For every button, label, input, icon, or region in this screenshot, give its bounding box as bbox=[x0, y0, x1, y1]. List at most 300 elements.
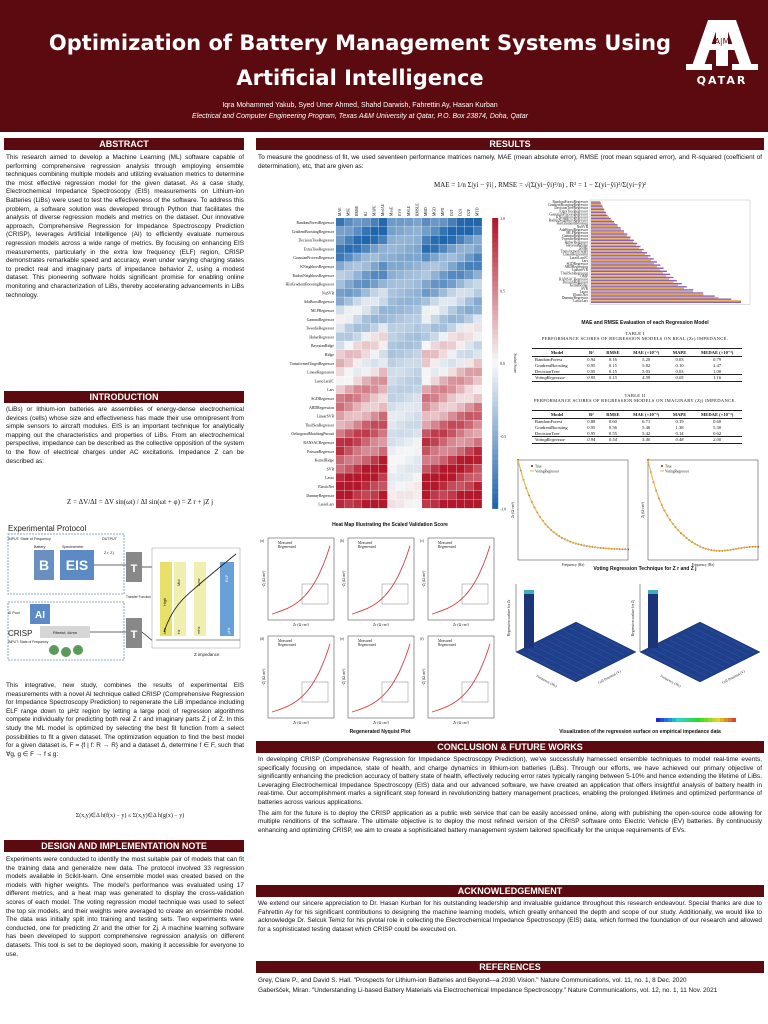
heatmap-cell bbox=[431, 456, 439, 465]
heatmap-cell bbox=[370, 500, 378, 509]
heatmap-cell bbox=[405, 341, 413, 350]
impedance-formula-lhs: Z = ΔV/ΔI = bbox=[66, 498, 103, 506]
heatmap-cell bbox=[456, 500, 464, 509]
heatmap-cell bbox=[448, 262, 456, 271]
band-high-label: High bbox=[162, 597, 167, 606]
bar-rmse bbox=[591, 258, 654, 259]
surface-spike-top bbox=[524, 590, 534, 594]
bar-mae bbox=[591, 235, 627, 236]
heatmap-cell bbox=[396, 271, 404, 280]
bar-model-label: PoissonRegressor bbox=[562, 280, 588, 285]
bar-mae bbox=[591, 204, 602, 205]
heatmap-cell bbox=[345, 420, 353, 429]
heatmap-metric-label: D2P bbox=[467, 209, 471, 216]
heatmap-model-label: LinearSVR bbox=[316, 414, 334, 419]
regression-surface-plot bbox=[508, 576, 764, 732]
heatmap-cell bbox=[422, 385, 430, 394]
heatmap-cell bbox=[431, 288, 439, 297]
colorbar-tick-label: 1.0 bbox=[500, 217, 505, 221]
heatmap-cell bbox=[456, 482, 464, 491]
heatmap-cell bbox=[465, 324, 473, 333]
band-mid-label: Mid bbox=[176, 579, 181, 586]
heatmap-cell bbox=[465, 385, 473, 394]
heatmap-cell bbox=[379, 306, 387, 315]
table-cell: 0.14 bbox=[675, 430, 684, 436]
heatmap-cell bbox=[388, 306, 396, 315]
heatmap-cell bbox=[353, 447, 361, 456]
heatmap-cell bbox=[439, 236, 447, 245]
heatmap-cell bbox=[474, 297, 482, 306]
heatmap-model-label: RadiusNeighborsRegressor bbox=[292, 273, 334, 278]
bar-rmse bbox=[591, 302, 741, 303]
heatmap-cell bbox=[456, 227, 464, 236]
heatmap-cell bbox=[439, 438, 447, 447]
heatmap-cell bbox=[405, 315, 413, 324]
heatmap-cell bbox=[353, 359, 361, 368]
colorbar-segment bbox=[492, 441, 498, 446]
heatmap-cell bbox=[448, 447, 456, 456]
heatmap-cell bbox=[345, 218, 353, 227]
heatmap-cell bbox=[422, 491, 430, 500]
heatmap-cell bbox=[362, 253, 370, 262]
ai-label: AI bbox=[35, 610, 45, 621]
table2-caption bbox=[520, 393, 750, 403]
heatmap-cell bbox=[362, 464, 370, 473]
heatmap-cell bbox=[388, 473, 396, 482]
heatmap-cell bbox=[362, 429, 370, 438]
heatmap-cell bbox=[353, 297, 361, 306]
heatmap-cell bbox=[362, 491, 370, 500]
colorbar-segment bbox=[492, 334, 498, 339]
colorbar-segment bbox=[492, 295, 498, 300]
heatmap-cell bbox=[379, 350, 387, 359]
table-header-cell: RMSE bbox=[600, 411, 625, 419]
bar-rmse bbox=[591, 295, 715, 296]
conclusion-paragraph-2: The aim for the future is to deploy the CRISP application as a public web service that can be easily accessed online, along with publishing the open-source code allowing for multiple renditions of the software. The ultimate objective is to deploy the most refined version of the CRISP software onto Electric Vehicle (EV) batteries. By continuously enhancing and optimizing CRISP, we aim to create a sophisticated battery management system tailored specifically for the unique requirements of EVs. bbox=[258, 809, 762, 834]
heatmap-cell bbox=[465, 332, 473, 341]
heatmap-cell bbox=[431, 438, 439, 447]
bar-mae bbox=[591, 217, 609, 218]
regressor-label: Rfwrist, kkmn bbox=[53, 630, 77, 635]
table-header-cell: MEDAE (×10⁻²) bbox=[692, 349, 742, 357]
heatmap-cell bbox=[413, 218, 421, 227]
colorbar-segment bbox=[492, 455, 498, 460]
heatmap-metric-label: D2A bbox=[458, 208, 463, 216]
heatmap-cell bbox=[362, 315, 370, 324]
table-cell: 0.94 bbox=[582, 436, 600, 443]
freq-hz-label: Hz bbox=[177, 629, 181, 634]
poster-header bbox=[0, 0, 768, 132]
bar-model-label: GradientBoostingRegressor bbox=[548, 203, 588, 208]
heatmap-cell bbox=[431, 359, 439, 368]
heatmap-cell bbox=[448, 500, 456, 509]
heatmap-cell bbox=[465, 359, 473, 368]
heatmap-cell bbox=[336, 464, 344, 473]
nyquist-xlabel: Zr (Ω cm²) bbox=[453, 721, 469, 725]
bar-model-label: NuSVR bbox=[576, 224, 588, 229]
heatmap-cell bbox=[379, 456, 387, 465]
colorbar-segment bbox=[492, 242, 498, 247]
voting-caption: Voting Regression Technique for Z r and Z j bbox=[593, 566, 697, 572]
heatmap-model-label: HuberRegressor bbox=[309, 335, 334, 340]
heatmap-cell bbox=[431, 385, 439, 394]
heatmap-cell bbox=[345, 438, 353, 447]
surface-colorbar-segment bbox=[724, 718, 728, 722]
heatmap-cell bbox=[405, 438, 413, 447]
heatmap-model-label: RANSACRegressor bbox=[303, 441, 334, 445]
nyquist-panel-label: (f) bbox=[420, 637, 424, 641]
heatmap-cell bbox=[353, 288, 361, 297]
band-low-label: Low bbox=[196, 578, 201, 586]
legend-true-label: True bbox=[535, 464, 542, 469]
colorbar-segment bbox=[492, 431, 498, 436]
heatmap-cell bbox=[456, 280, 464, 289]
surface-colorbar-segment bbox=[684, 718, 688, 722]
heatmap-cell bbox=[465, 500, 473, 509]
table-cell: 0.88 bbox=[587, 419, 596, 425]
bar-mae bbox=[591, 254, 645, 255]
heatmap-cell bbox=[413, 429, 421, 438]
heatmap-cell bbox=[431, 350, 439, 359]
heatmap-cell bbox=[353, 271, 361, 280]
heatmap-cell bbox=[413, 315, 421, 324]
battery-label: Battery bbox=[34, 545, 46, 549]
nyquist-legend-measured: Measured bbox=[278, 541, 293, 545]
bar-rmse bbox=[591, 227, 621, 228]
spectrometer-label: Spectrometer bbox=[62, 545, 84, 549]
heatmap-cell bbox=[465, 482, 473, 491]
table-cell: RandomForest bbox=[535, 419, 563, 425]
heatmap-cell bbox=[431, 262, 439, 271]
colorbar-segment bbox=[492, 445, 498, 450]
heatmap-model-label: LinearRegression bbox=[307, 370, 334, 375]
heatmap-cell bbox=[345, 288, 353, 297]
colorbar-segment bbox=[492, 300, 498, 305]
colorbar-tick-label: 0.5 bbox=[500, 289, 505, 294]
heatmap-cell bbox=[388, 438, 396, 447]
heatmap-cell bbox=[336, 218, 344, 227]
heatmap-cell bbox=[370, 376, 378, 385]
heatmap-cell bbox=[362, 332, 370, 341]
nyquist-panel-frame bbox=[428, 538, 494, 620]
table-cell: GradientBoosting bbox=[535, 425, 568, 431]
heatmap-cell bbox=[422, 456, 430, 465]
results-intro: To measure the goodness of fit, we used seventeen performance matrices namely, MAE (mean absolute error), RMSE (root mean squared error), and R-squared (coefficient of determination), etc, that are given as: bbox=[258, 154, 762, 170]
heatmap-metric-label: MAE bbox=[338, 207, 342, 216]
heatmap-cell bbox=[413, 385, 421, 394]
heatmap-cell bbox=[345, 368, 353, 377]
bar-mae bbox=[591, 291, 693, 292]
heatmap-cell bbox=[370, 288, 378, 297]
crisp-input-label: INPUT: State of Frequency bbox=[8, 640, 49, 644]
heatmap-cell bbox=[439, 253, 447, 262]
colorbar-segment bbox=[492, 339, 498, 344]
bar-mae bbox=[591, 266, 657, 267]
heatmap-cell bbox=[448, 271, 456, 280]
heatmap-cell bbox=[336, 315, 344, 324]
heatmap-cell bbox=[388, 341, 396, 350]
heatmap-cell bbox=[336, 368, 344, 377]
heatmap-cell bbox=[439, 473, 447, 482]
heatmap-cell bbox=[448, 350, 456, 359]
bar-mae bbox=[591, 213, 606, 214]
heatmap-cell bbox=[362, 297, 370, 306]
heatmap-cell bbox=[336, 359, 344, 368]
heatmap-cell bbox=[336, 262, 344, 271]
heatmap-cell bbox=[353, 262, 361, 271]
heatmap-cell bbox=[388, 464, 396, 473]
heatmap-cell bbox=[345, 297, 353, 306]
bar-model-label: HistGradientBoosting bbox=[556, 221, 588, 226]
heatmap-cell bbox=[396, 429, 404, 438]
heatmap-cell bbox=[405, 236, 413, 245]
heatmap-cell bbox=[474, 236, 482, 245]
heatmap-caption: Heat Map Illustrating the Scaled Validation Score bbox=[332, 522, 448, 528]
heatmap-cell bbox=[474, 420, 482, 429]
colorbar-segment bbox=[492, 233, 498, 238]
heatmap-cell bbox=[396, 491, 404, 500]
surface-colorbar-segment bbox=[704, 718, 708, 722]
legend-true-marker bbox=[661, 465, 663, 467]
heatmap-metric-label: MPD bbox=[441, 207, 446, 216]
heatmap-cell bbox=[448, 394, 456, 403]
heatmap-cell bbox=[345, 244, 353, 253]
heatmap-cell bbox=[456, 306, 464, 315]
heatmap-cell bbox=[336, 341, 344, 350]
bar-model-label: KernelRidge bbox=[569, 283, 588, 288]
heatmap-cell bbox=[413, 403, 421, 412]
heatmap-cell bbox=[379, 412, 387, 421]
heatmap-cell bbox=[336, 306, 344, 315]
heatmap-cell bbox=[413, 280, 421, 289]
colorbar-segment bbox=[492, 286, 498, 291]
heatmap-cell bbox=[413, 359, 421, 368]
heatmap-cell bbox=[336, 473, 344, 482]
bar-mae bbox=[591, 275, 666, 276]
heatmap-model-label: ARDRegression bbox=[309, 405, 334, 410]
heatmap-metric-label: MBD bbox=[424, 207, 428, 216]
table2-number: TABLE II bbox=[624, 393, 646, 398]
bar-rmse bbox=[591, 209, 604, 210]
conclusion-heading: CONCLUSION & FUTURE WORKS bbox=[256, 741, 764, 753]
voting-xlabel: Frequency (Hz) bbox=[561, 563, 585, 567]
bar-model-label: TheilSenRegressor bbox=[560, 271, 588, 276]
protocol-title: Experimental Protocol bbox=[8, 524, 87, 533]
heatmap-model-label: TransformedTargetRegressor bbox=[289, 361, 334, 366]
legend-voting-label: VotingRegressor bbox=[665, 469, 689, 474]
nyquist-caption: Regenerated Nyquist Plot bbox=[349, 729, 411, 735]
heatmap-cell bbox=[422, 306, 430, 315]
heatmap-cell bbox=[448, 482, 456, 491]
heatmap-cell bbox=[465, 394, 473, 403]
surface-colorbar-segment bbox=[692, 718, 696, 722]
heatmap-cell bbox=[345, 403, 353, 412]
heatmap-cell bbox=[370, 429, 378, 438]
heatmap-cell bbox=[388, 253, 396, 262]
heatmap-metric-label: MaxE bbox=[389, 206, 394, 216]
colorbar-segment bbox=[492, 489, 498, 494]
heatmap-cell bbox=[439, 394, 447, 403]
heatmap-metric-label: D2T bbox=[449, 209, 454, 216]
bar-rmse bbox=[591, 215, 608, 216]
heatmap-cell bbox=[439, 341, 447, 350]
heatmap-cell bbox=[396, 368, 404, 377]
bar-model-label: LinearRegression bbox=[562, 252, 588, 257]
heatmap-cell bbox=[405, 218, 413, 227]
heatmap-cell bbox=[370, 403, 378, 412]
table-cell: 0.95 bbox=[587, 363, 596, 369]
colorbar-segment bbox=[492, 373, 498, 378]
heatmap-cell bbox=[439, 447, 447, 456]
heatmap-cell bbox=[422, 315, 430, 324]
legend-true-marker bbox=[531, 465, 533, 467]
heatmap-cell bbox=[362, 438, 370, 447]
heatmap-cell bbox=[396, 236, 404, 245]
bar-mae bbox=[591, 201, 600, 202]
bar-rmse bbox=[591, 221, 614, 222]
nyquist-legend-regenerated: Regenerated bbox=[358, 545, 376, 549]
table-header-cell: RMSE bbox=[600, 349, 625, 357]
heatmap-metric-label: MSE bbox=[346, 208, 351, 216]
table-cell: 0.56 bbox=[608, 425, 617, 431]
bar-mae bbox=[591, 251, 642, 252]
table-cell: 0.55 bbox=[608, 430, 617, 436]
heatmap-cell bbox=[379, 236, 387, 245]
heatmap-cell bbox=[379, 341, 387, 350]
heatmap-cell bbox=[456, 394, 464, 403]
heatmap-cell bbox=[422, 297, 430, 306]
heatmap-cell bbox=[422, 403, 430, 412]
heatmap-cell bbox=[405, 491, 413, 500]
heatmap-cell bbox=[413, 306, 421, 315]
heatmap-cell bbox=[388, 280, 396, 289]
heatmap-cell bbox=[456, 491, 464, 500]
heatmap-cell bbox=[362, 350, 370, 359]
heatmap-cell bbox=[370, 280, 378, 289]
heatmap-cell bbox=[379, 482, 387, 491]
bar-model-label: KNeighborsRegressor bbox=[556, 215, 588, 220]
heatmap-metric-label: RMSLE bbox=[415, 203, 420, 216]
table-cell: 0.03 bbox=[675, 368, 684, 374]
colorbar-label: Scaled Score bbox=[513, 353, 518, 374]
heatmap-model-label: RandomForestRegressor bbox=[296, 221, 334, 225]
colorbar-tick-label: -1.0 bbox=[500, 507, 507, 512]
heatmap-cell bbox=[422, 253, 430, 262]
colorbar-segment bbox=[492, 223, 498, 228]
surface-colorbar-segment bbox=[664, 718, 668, 722]
heatmap-cell bbox=[336, 429, 344, 438]
heatmap-cell bbox=[362, 341, 370, 350]
heatmap-cell bbox=[405, 376, 413, 385]
heatmap-cell bbox=[353, 306, 361, 315]
heatmap-model-label: BayesianRidge bbox=[311, 344, 334, 349]
nyquist-legend-measured: Measured bbox=[438, 639, 453, 643]
heatmap-cell bbox=[431, 271, 439, 280]
heatmap-cell bbox=[405, 350, 413, 359]
heatmap-cell bbox=[336, 332, 344, 341]
table-header-cell: MAPE bbox=[667, 349, 692, 357]
colorbar-segment bbox=[492, 460, 498, 465]
heatmap-cell bbox=[474, 244, 482, 253]
heatmap-cell bbox=[362, 227, 370, 236]
heatmap-model-label: Lars bbox=[327, 388, 334, 393]
heatmap-cell bbox=[448, 464, 456, 473]
heatmap-cell bbox=[465, 315, 473, 324]
heatmap-cell bbox=[405, 280, 413, 289]
heatmap-cell bbox=[413, 288, 421, 297]
colorbar-segment bbox=[492, 383, 498, 388]
poster-title bbox=[40, 26, 680, 96]
heatmap-cell bbox=[396, 332, 404, 341]
bar-mae bbox=[591, 263, 654, 264]
heatmap-cell bbox=[465, 412, 473, 421]
heatmap-cell bbox=[431, 236, 439, 245]
colorbar-segment bbox=[492, 412, 498, 417]
heatmap-cell bbox=[345, 394, 353, 403]
table-cell: 2.47 bbox=[713, 363, 722, 369]
colorbar-segment bbox=[492, 436, 498, 441]
heatmap-cell bbox=[353, 376, 361, 385]
heatmap-cell bbox=[465, 464, 473, 473]
heatmap-cell bbox=[439, 359, 447, 368]
heatmap-cell bbox=[362, 280, 370, 289]
bar-mae bbox=[591, 297, 719, 298]
heatmap-cell bbox=[413, 297, 421, 306]
heatmap-cell bbox=[405, 306, 413, 315]
heatmap-cell bbox=[465, 368, 473, 377]
transfer-function-label: Transfer Function bbox=[126, 595, 151, 599]
nyquist-xlabel: Zr (Ω cm²) bbox=[293, 623, 309, 627]
heatmap-cell bbox=[362, 376, 370, 385]
heatmap-cell bbox=[439, 332, 447, 341]
title-line-2: Artificial Intelligence bbox=[236, 66, 484, 90]
table-header-cell: MAE (×10⁻²) bbox=[625, 411, 666, 419]
heatmap-cell bbox=[456, 244, 464, 253]
heatmap-cell bbox=[370, 385, 378, 394]
heatmap-cell bbox=[396, 359, 404, 368]
heatmap-cell bbox=[431, 376, 439, 385]
reference-item: Gaberšček, Miran. "Understanding Li-based Battery Materials via Electrochemical Impedance Spectroscopy." Nature Communications, vol. 12, no. 1, 11 Nov. 2021 bbox=[258, 986, 718, 994]
heatmap-cell bbox=[474, 491, 482, 500]
table-cell: 0.60 bbox=[608, 419, 617, 425]
heatmap-cell bbox=[422, 500, 430, 509]
heatmap-cell bbox=[336, 500, 344, 509]
table2 bbox=[532, 410, 742, 444]
heatmap-model-label: GradientBoostingRegressor bbox=[291, 229, 334, 234]
bar-model-label: SGDRegressor bbox=[566, 262, 588, 266]
heatmap-cell bbox=[345, 473, 353, 482]
heatmap-cell bbox=[474, 332, 482, 341]
heatmap-cell bbox=[353, 412, 361, 421]
heatmap-cell bbox=[439, 306, 447, 315]
heatmap-cell bbox=[396, 306, 404, 315]
heatmap-cell bbox=[370, 332, 378, 341]
nyquist-ylabel: -Zj (Ω cm²) bbox=[342, 668, 346, 686]
heatmap-cell bbox=[396, 280, 404, 289]
heatmap-cell bbox=[465, 227, 473, 236]
heatmap-cell bbox=[336, 394, 344, 403]
abstract-heading: ABSTRACT bbox=[4, 138, 244, 150]
table-cell: VotingRegressor bbox=[532, 374, 582, 381]
heatmap-cell bbox=[379, 438, 387, 447]
heatmap-cell bbox=[379, 332, 387, 341]
heatmap-cell bbox=[474, 324, 482, 333]
heatmap-model-label: HistGradientBoostingRegressor bbox=[285, 282, 334, 287]
heatmap-cell bbox=[362, 447, 370, 456]
heatmap-model-label: GammaRegressor bbox=[306, 317, 334, 322]
heatmap-cell bbox=[388, 491, 396, 500]
heatmap-cell bbox=[345, 350, 353, 359]
